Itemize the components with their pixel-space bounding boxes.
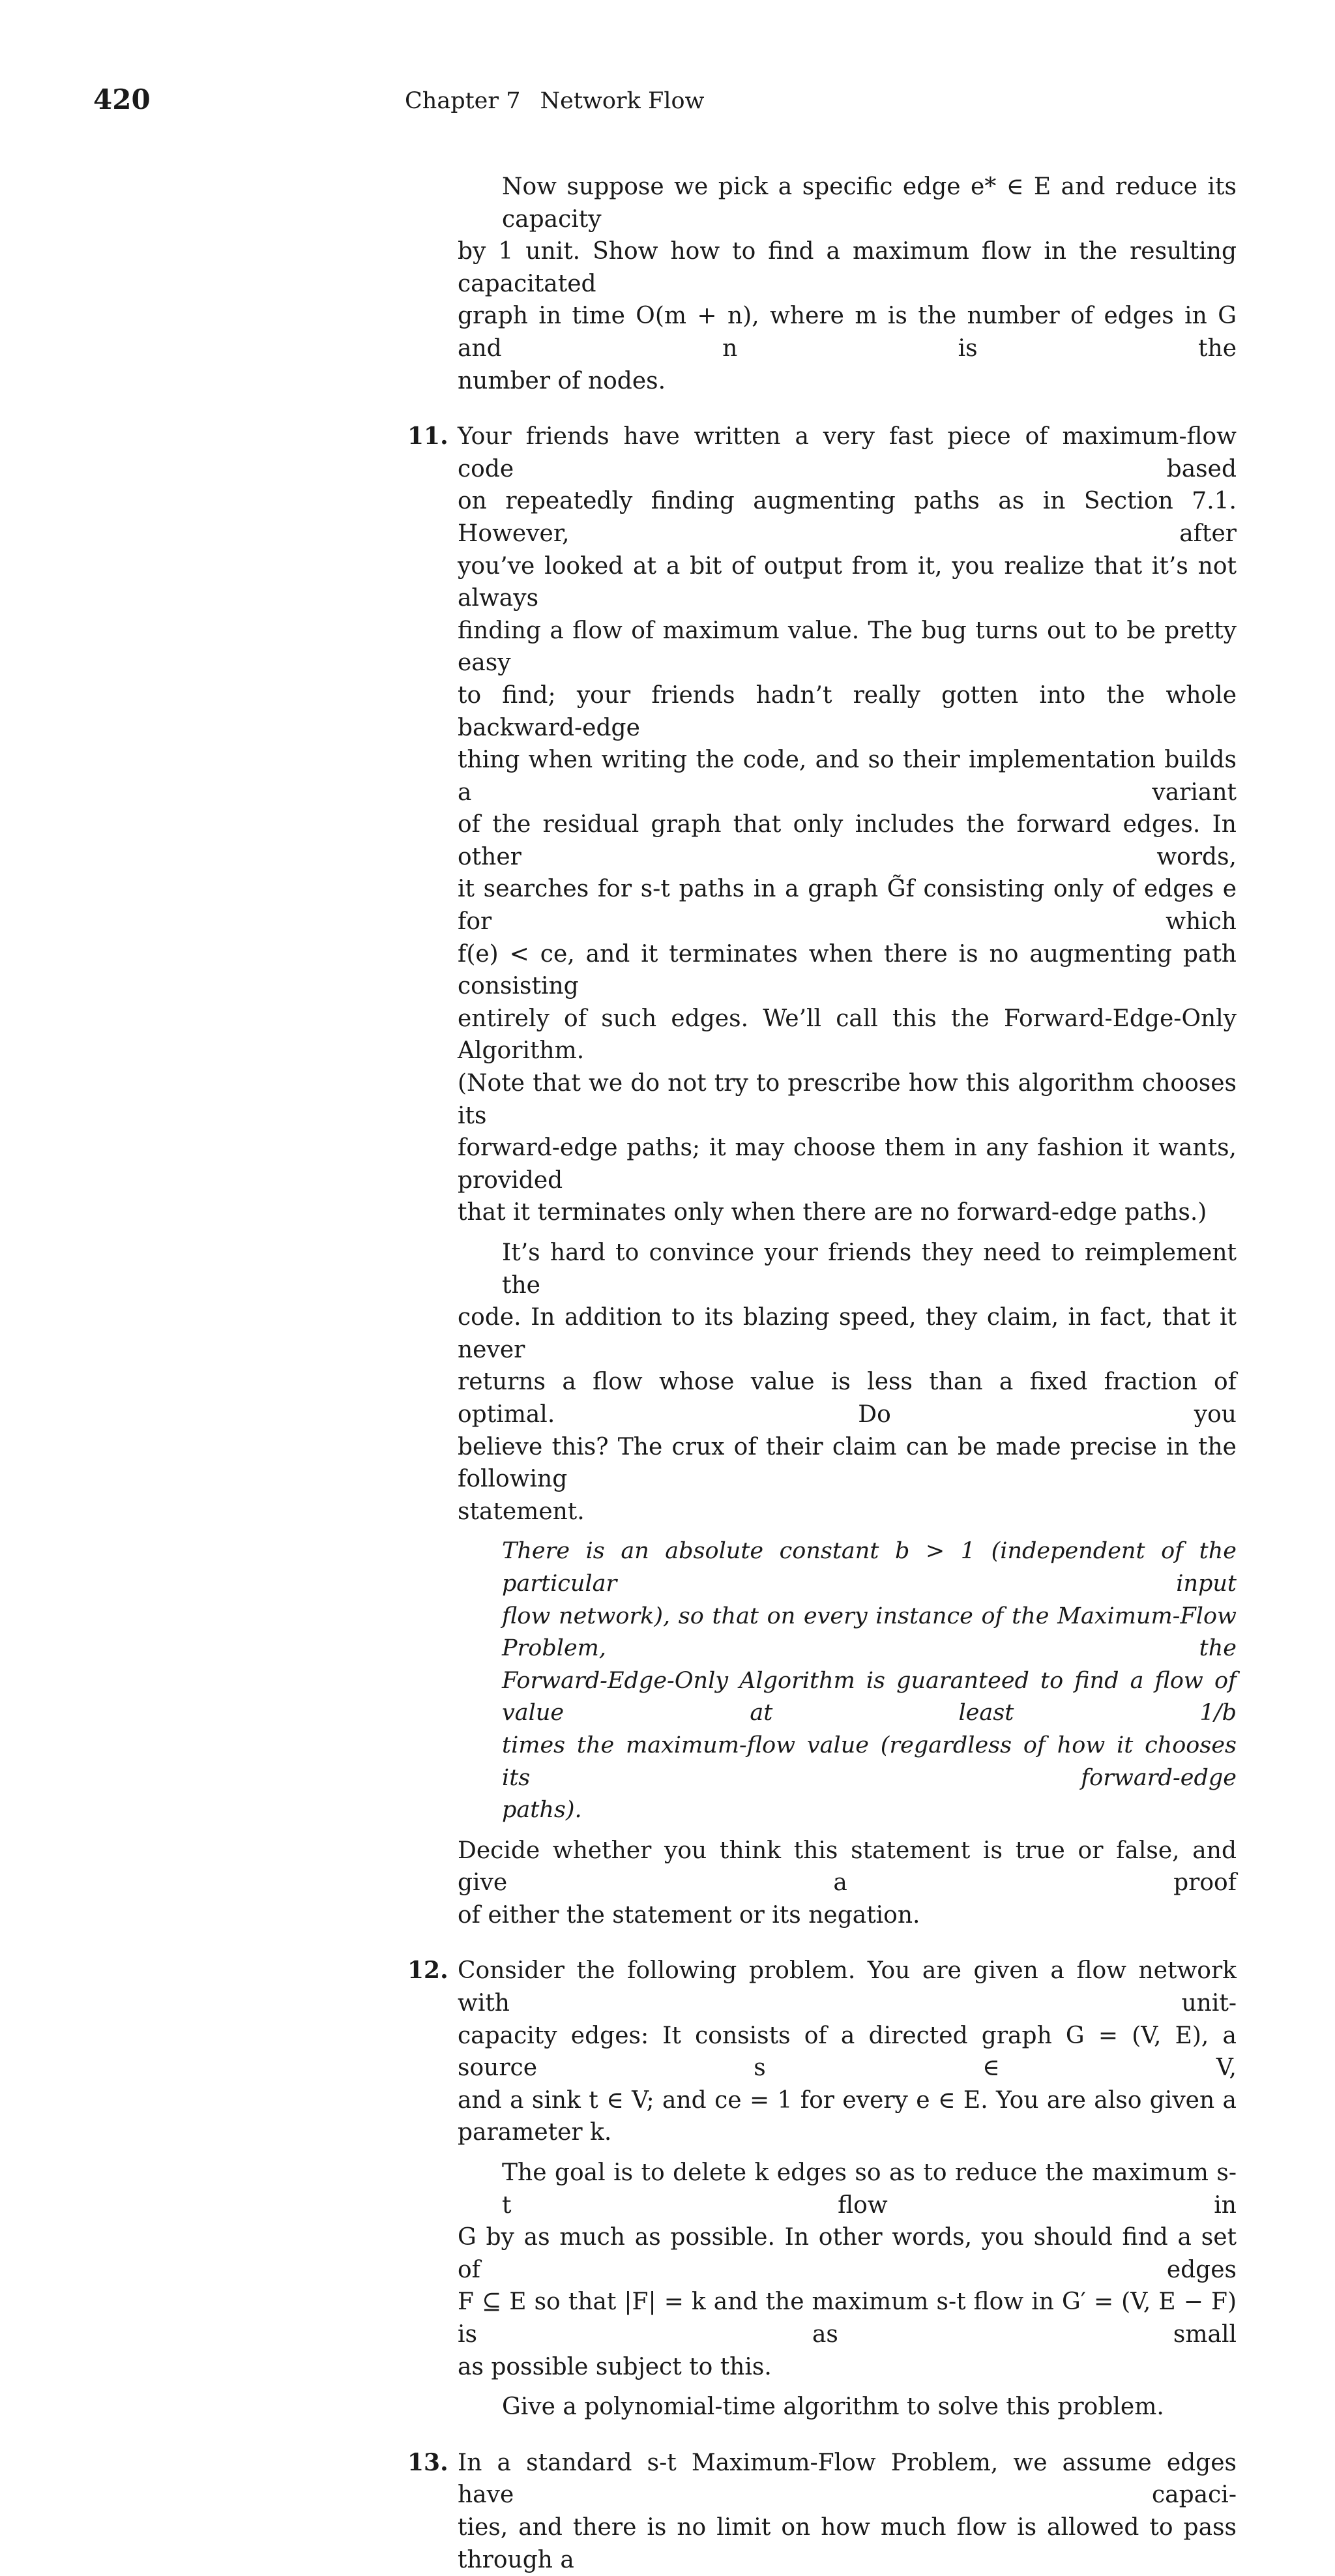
text-line: Give a polynomial-time algorithm to solve this problem. bbox=[502, 2393, 1164, 2421]
text-line: of either the statement or its negation. bbox=[458, 1901, 920, 1929]
problem-13-para-1 bbox=[407, 2447, 1237, 2576]
text-line: In a standard s-t Maximum-Flow Problem, we assume edges have capaci- bbox=[458, 2449, 1237, 2509]
page-number: 420 bbox=[93, 83, 151, 115]
problem-12-para-2 bbox=[407, 2157, 1237, 2383]
text-line: you’ve looked at a bit of output from it, you realize that it’s not always bbox=[458, 552, 1237, 612]
problem-12 bbox=[407, 1955, 1237, 2423]
text-line: G by as much as possible. In other words, you should find a set of edges bbox=[458, 2224, 1237, 2283]
text-line: and a sink t ∈ V; and ce = 1 for every e ∈ E. You are also given a parameter k. bbox=[458, 2086, 1237, 2146]
text-line: flow network), so that on every instance of the Maximum-Flow Problem, the bbox=[502, 1603, 1237, 1662]
chapter-label: Chapter 7 bbox=[405, 88, 521, 114]
text-line: Decide whether you think this statement is true or false, and give a proof bbox=[458, 1837, 1237, 1897]
text-line: number of nodes. bbox=[458, 367, 666, 394]
text-line: f(e) < ce, and it terminates when there is no augmenting path consisting bbox=[458, 940, 1237, 1000]
problem-10-continued bbox=[407, 171, 1237, 397]
problem-12-para-1 bbox=[407, 1955, 1237, 2149]
text-line: finding a flow of maximum value. The bug turns out to be pretty easy bbox=[458, 617, 1237, 677]
text-line: entirely of such edges. We’ll call this the Forward-Edge-Only Algorithm. bbox=[458, 1005, 1237, 1065]
text-line: of the residual graph that only includes the forward edges. In other words, bbox=[458, 811, 1237, 870]
problem-number: 12. bbox=[407, 1957, 448, 1985]
text-line: times the maximum-flow value (regardless of how it chooses its forward-edge bbox=[502, 1732, 1237, 1791]
problem-11-para-2 bbox=[407, 1237, 1237, 1528]
text-line: as possible subject to this. bbox=[458, 2353, 772, 2380]
text-line: graph in time O(m + n), where m is the number of edges in G and n is the bbox=[458, 303, 1237, 362]
text-line: on repeatedly finding augmenting paths as in Section 7.1. However, after bbox=[458, 488, 1237, 547]
text-line: it searches for s-t paths in a graph G̃f consisting only of edges e for which bbox=[458, 876, 1237, 936]
problem-11 bbox=[407, 421, 1237, 1931]
text-line: Forward-Edge-Only Algorithm is guaranteed to find a flow of value at least 1/b bbox=[502, 1667, 1237, 1726]
text-line: returns a flow whose value is less than a fixed fraction of optimal. Do you bbox=[458, 1369, 1237, 1428]
problem-12-para-3 bbox=[407, 2391, 1237, 2423]
problem-11-para-1 bbox=[407, 421, 1237, 1229]
text-line: F ⊆ E so that |F| = k and the maximum s-t flow in G′ = (V, E − F) is as small bbox=[458, 2288, 1237, 2348]
text-line: capacity edges: It consists of a directed graph G = (V, E), a source s ∈ V, bbox=[458, 2022, 1237, 2082]
problem-number: 11. bbox=[407, 422, 448, 451]
text-line: statement. bbox=[458, 1498, 585, 1525]
text-line: Now suppose we pick a specific edge e* ∈ E and reduce its capacity bbox=[502, 173, 1237, 233]
text-line: forward-edge paths; it may choose them in any fashion it wants, provided bbox=[458, 1134, 1237, 1194]
chapter-title: Network Flow bbox=[540, 88, 705, 114]
text-line: that it terminates only when there are no forward-edge paths.) bbox=[458, 1199, 1207, 1226]
text-line: There is an absolute constant b > 1 (independent of the particular input bbox=[502, 1538, 1237, 1597]
text-line: It’s hard to convince your friends they need to reimplement the bbox=[502, 1239, 1237, 1299]
text-line: code. In addition to its blazing speed, they claim, in fact, that it never bbox=[458, 1304, 1237, 1363]
text-line: Consider the following problem. You are given a flow network with unit- bbox=[458, 1957, 1237, 2017]
problem-number: 13. bbox=[407, 2448, 448, 2476]
text-line: to find; your friends hadn’t really gotten into the whole backward-edge bbox=[458, 681, 1237, 741]
text-line: Your friends have written a very fast piece of maximum-flow code based bbox=[458, 423, 1237, 482]
problem-11-statement bbox=[407, 1535, 1237, 1826]
text-line: thing when writing the code, and so their implementation builds a variant bbox=[458, 747, 1237, 806]
problem-13 bbox=[407, 2447, 1237, 2576]
text-line: by 1 unit. Show how to find a maximum flow in the resulting capacitated bbox=[458, 238, 1237, 297]
text-line: ties, and there is no limit on how much flow is allowed to pass through a bbox=[458, 2513, 1237, 2573]
page-body bbox=[407, 171, 1237, 2576]
problem-11-para-3 bbox=[407, 1835, 1237, 1932]
text-line: believe this? The crux of their claim can be made precise in the following bbox=[458, 1433, 1237, 1493]
text-line: (Note that we do not try to prescribe how this algorithm chooses its bbox=[458, 1070, 1237, 1129]
running-head bbox=[405, 90, 705, 113]
text-line: paths). bbox=[502, 1797, 582, 1824]
text-line: The goal is to delete k edges so as to reduce the maximum s-t flow in bbox=[502, 2159, 1237, 2219]
